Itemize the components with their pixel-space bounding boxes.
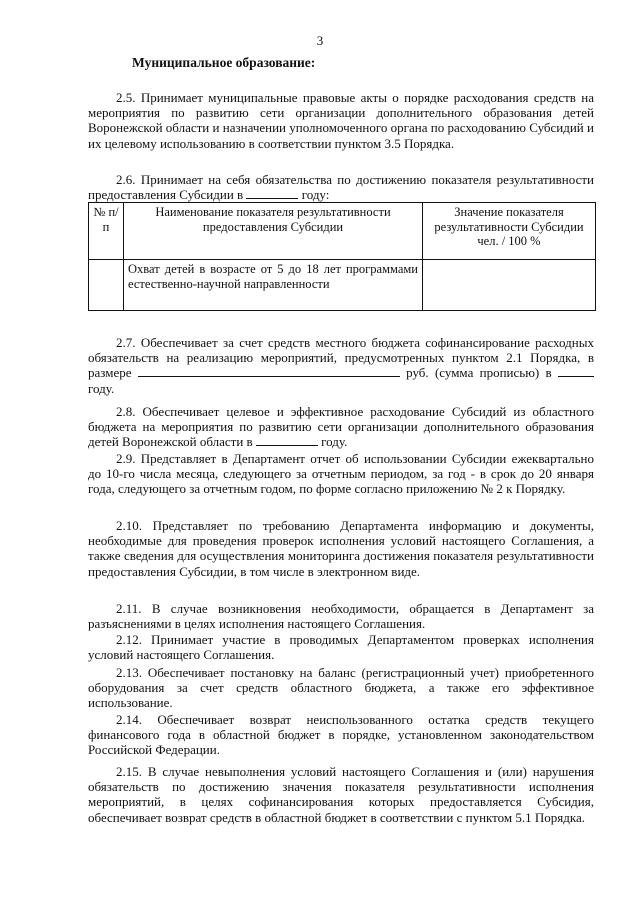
table-row [89,260,596,311]
kpi-table [88,202,596,311]
row-num [89,260,124,311]
paragraph-2-6-tail: году: [301,187,330,203]
year-blank [256,434,318,446]
header-name: Наименование показателя результативности предоставления Субсидии [124,203,423,260]
paragraph-2-15: 2.15. В случае невыполнения условий настоящего Соглашения и (или) нарушения обязательств по достижению значения показателя результативности исполнения мероприятий, в целях софинансирования которых предоставляется Субсидия, обеспечивает возврат средств в областной бюджет в соответствии с пунктом 5.1 Порядка. [88,764,594,825]
paragraph-2-6 [88,172,594,202]
paragraph-2-10: 2.10. Представляет по требованию Департамента информацию и документы, необходимые для проведения проверок исполнения условий настоящего Соглашения, а также сведения для осуществления мониторинга достижения показателя результативности предоставления Субсидии, в том числе в электронном виде. [88,518,594,579]
paragraph-2-5: 2.5. Принимает муниципальные правовые акты о порядке расходования средств на мероприятия по развитию сети организации дополнительного образования детей Воронежской области и назначении уполномоченного органа по расходованию Субсидий и их целевому использованию в соответствии пунктом 3.5 Порядка. [88,90,594,151]
paragraph-2-7-text: 2.7. Обеспечивает за счет средств местного бюджета софинансирование расходных обязательств на реализацию мероприятий, предусмотренных пунктом 2.1 Порядка, в размере [88,335,594,381]
year-blank [558,365,594,377]
section-heading: Муниципальное образование: [132,55,316,70]
row-value [423,260,596,311]
amount-blank [138,365,400,377]
paragraph-2-9: 2.9. Представляет в Департамент отчет об использовании Субсидии ежеквартально до 10-го числа месяца, следующего за отчетным периодом, за год - в срок до 20 января года, следующего за отчетным годом, по форме согласно приложению № 2 к Порядку. [88,451,594,497]
table-header-row [89,203,596,260]
header-value: Значение показателя результативности Субсидии чел. / 100 % [423,203,596,260]
paragraph-2-7-mid: руб. (сумма прописью) в [406,365,552,381]
year-blank [246,187,298,199]
paragraph-2-13: 2.13. Обеспечивает постановку на баланс (регистрационный учет) приобретенного оборудования за счет средств областного бюджета, а также его эффективное использование. [88,665,594,711]
paragraph-2-11: 2.11. В случае возникновения необходимости, обращается в Департамент за разъяснениями в целях исполнения настоящего Соглашения. [88,601,594,632]
page-number: 3 [316,33,324,48]
paragraph-2-7-tail: году. [88,380,115,396]
paragraph-2-14: 2.14. Обеспечивает возврат неиспользованного остатка средств текущего финансового года в областной бюджет в порядке, установленном законодательством Российской Федерации. [88,712,594,758]
paragraph-2-8 [88,404,594,450]
paragraph-2-8-text: 2.8. Обеспечивает целевое и эффективное расходование Субсидий из областного бюджета на мероприятия по развитию сети организации дополнительного образования детей Воронежской области в [88,404,594,450]
paragraph-2-7 [88,335,594,396]
header-num: № п/п [89,203,124,260]
paragraph-2-12: 2.12. Принимает участие в проводимых Департаментом проверках исполнения условий настоящего Соглашения. [88,632,594,663]
paragraph-2-8-tail: году. [321,434,348,450]
paragraph-2-6-text: 2.6. Принимает на себя обязательства по достижению показателя результативности предоставления Субсидии в [88,172,594,203]
row-name: Охват детей в возрасте от 5 до 18 лет программами естественно-научной направленности [124,260,423,311]
